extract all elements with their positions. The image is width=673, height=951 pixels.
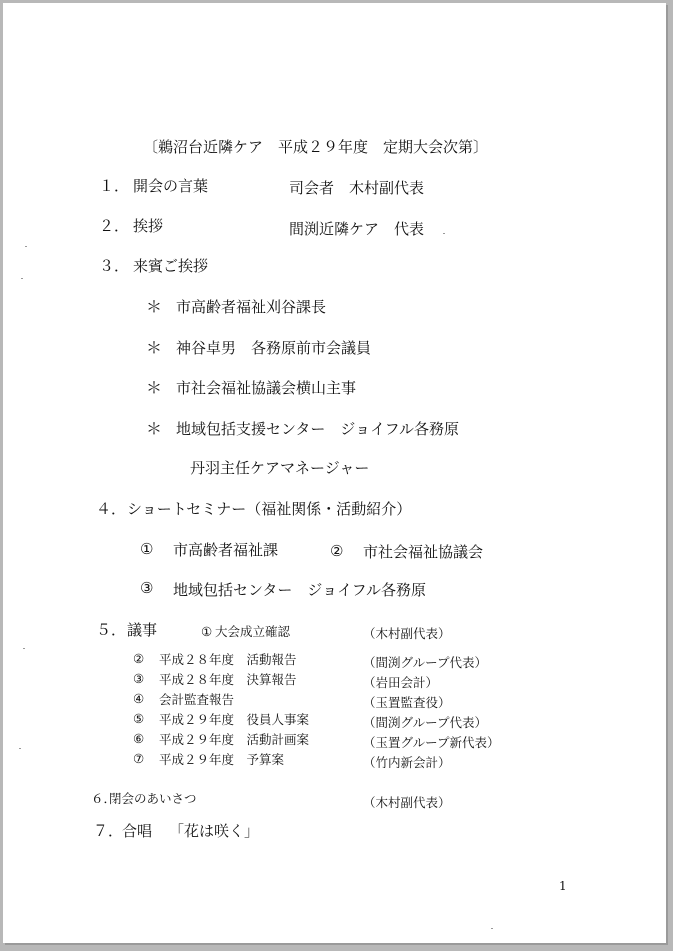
seminar-1-text: 市高齢者福祉課 (173, 541, 279, 559)
agenda-2-who: （間渕グループ代表） (363, 655, 488, 670)
scan-speck (443, 233, 445, 234)
agenda-6-mark: ⑥ (133, 731, 145, 746)
agenda-3-text: 平成２８年度 決算報告 (159, 672, 297, 687)
agenda-5-who: （間渕グループ代表） (363, 715, 488, 730)
page-number: 1 (559, 879, 567, 893)
item-3-label: 来賓ご挨拶 (133, 257, 209, 275)
item-3-number: ３． (99, 257, 130, 275)
item-1-number: １． (99, 177, 130, 195)
item-4-label: ショートセミナー（福祉関係・活動紹介） (127, 500, 412, 518)
item-1-label: 開会の言葉 (133, 177, 209, 195)
item-6-number: ６． (91, 791, 117, 806)
seminar-2-mark: ② (330, 542, 344, 560)
agenda-7-mark: ⑦ (133, 751, 145, 766)
agenda-2-text: 平成２８年度 活動報告 (159, 652, 297, 667)
agenda-3-mark: ③ (133, 671, 145, 686)
seminar-1-mark: ① (140, 540, 154, 558)
seminar-2-text: 市社会福祉協議会 (363, 543, 484, 561)
agenda-5-text: 平成２９年度 役員人事案 (159, 712, 310, 727)
guest-4-mark: ＊ (146, 419, 163, 438)
guest-1-text: 市高齢者福祉刈谷課長 (176, 298, 327, 316)
guest-2-text: 神谷卓男 各務原前市会議員 (176, 339, 372, 357)
item-5-number: ５． (96, 621, 127, 639)
agenda-6-text: 平成２９年度 活動計画案 (159, 732, 310, 747)
agenda-7-who: （竹内新会計） (363, 755, 451, 770)
item-6-who: （木村副代表） (363, 795, 451, 810)
item-7-label: 合唱 (122, 822, 153, 840)
agenda-1-who: （木村副代表） (363, 626, 451, 641)
item-6-label: 閉会のあいさつ (109, 791, 197, 806)
seminar-3-text: 地域包括センター ジョイフル各務原 (173, 581, 427, 599)
item-7-song: 「花は咲く」 (169, 822, 260, 840)
agenda-4-who: （玉置監査役） (363, 695, 451, 710)
agenda-1-mark: ① (201, 624, 213, 639)
guest-4-continuation: 丹羽主任ケアマネージャー (190, 459, 370, 477)
document-page (3, 3, 666, 943)
seminar-3-mark: ③ (140, 579, 154, 597)
agenda-5-mark: ⑤ (133, 711, 145, 726)
item-1-detail: 司会者 木村副代表 (289, 179, 425, 197)
document-title: 〔鵜沼台近隣ケア 平成２９年度 定期大会次第〕 (143, 138, 489, 156)
scan-speck (23, 648, 25, 649)
agenda-1-text: 大会成立確認 (215, 624, 291, 639)
agenda-4-mark: ④ (133, 691, 145, 706)
item-4-number: ４． (96, 500, 127, 518)
item-7-number: ７． (93, 822, 124, 840)
agenda-3-who: （岩田会計） (363, 675, 439, 690)
item-2-detail: 間渕近隣ケア 代表 (289, 220, 425, 238)
scan-speck (25, 246, 27, 247)
guest-4-text: 地域包括支援センター ジョイフル各務原 (176, 420, 460, 438)
scan-speck (21, 278, 23, 279)
guest-2-mark: ＊ (146, 338, 163, 357)
agenda-2-mark: ② (133, 651, 145, 666)
scan-speck (491, 928, 493, 929)
item-5-label: 議事 (127, 621, 158, 639)
agenda-4-text: 会計監査報告 (159, 692, 235, 707)
agenda-6-who: （玉置グループ新代表） (363, 735, 500, 750)
guest-1-mark: ＊ (146, 297, 163, 316)
scan-speck (19, 748, 21, 749)
item-2-label: 挨拶 (133, 217, 164, 235)
agenda-7-text: 平成２９年度 予算案 (159, 752, 285, 767)
item-2-number: ２． (99, 217, 130, 235)
guest-3-mark: ＊ (146, 378, 163, 397)
guest-3-text: 市社会福祉協議会横山主事 (176, 379, 357, 397)
